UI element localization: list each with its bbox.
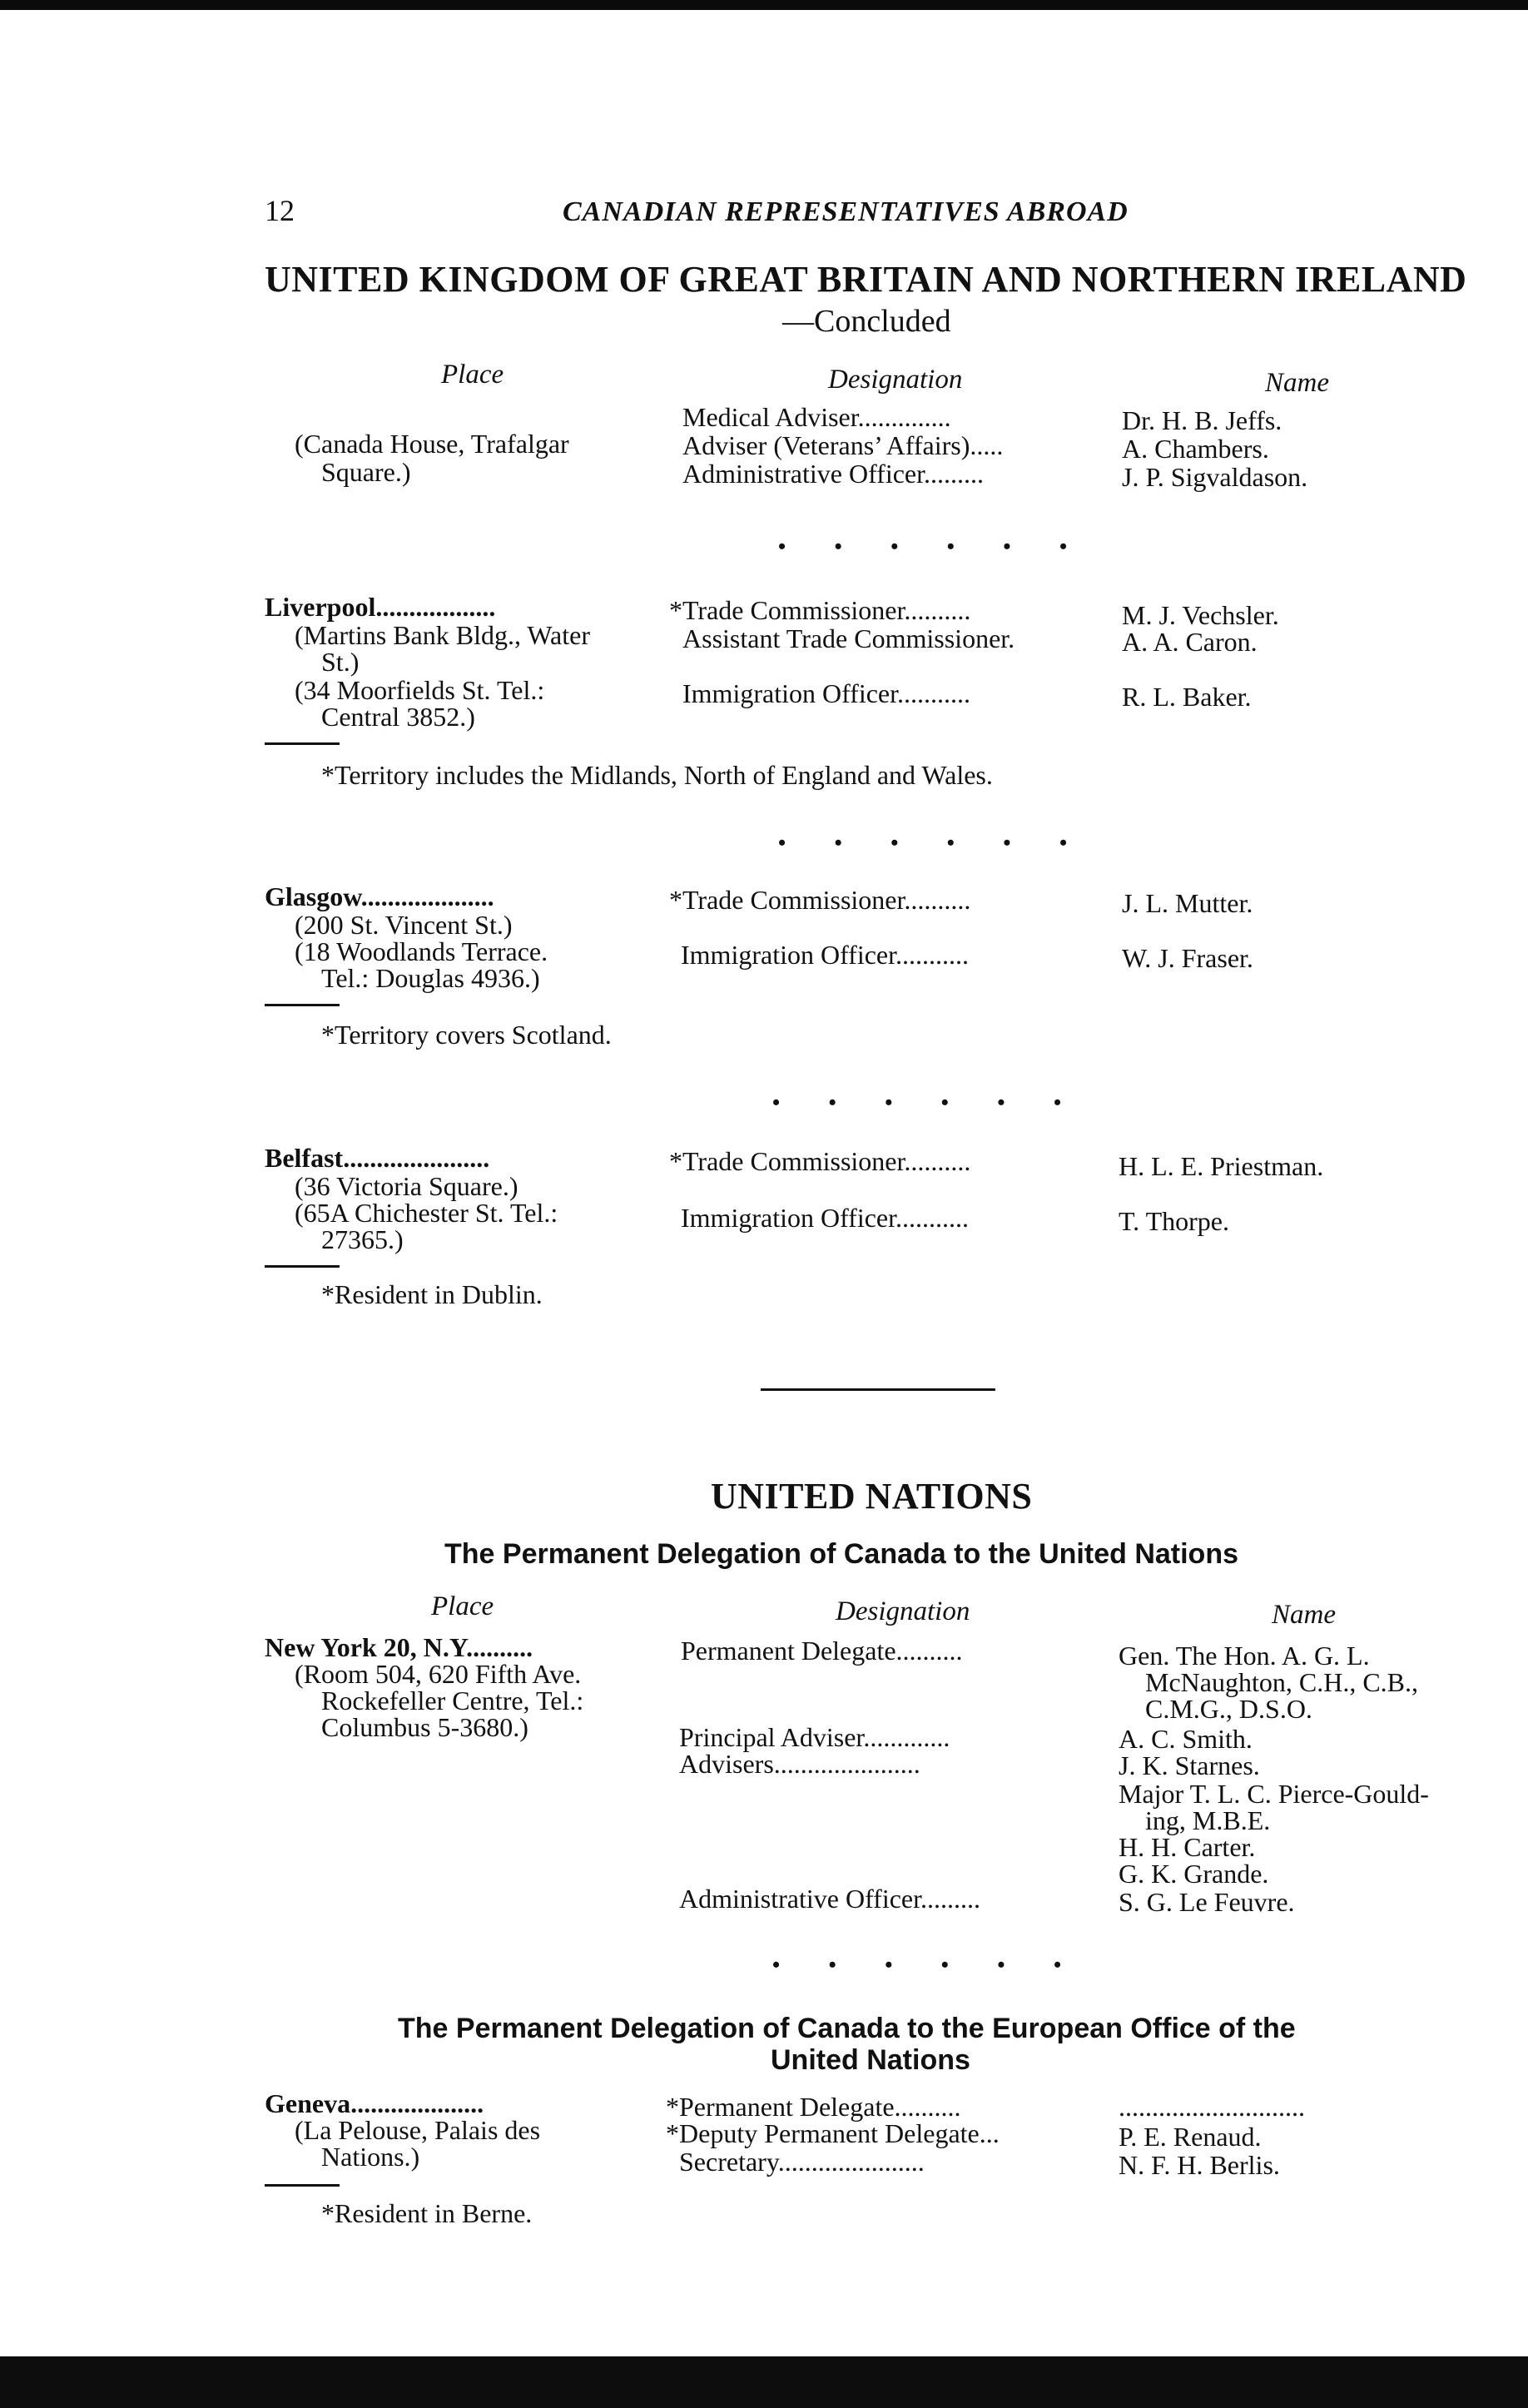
place: (34 Moorfields St. Tel.: — [295, 675, 545, 705]
place: Square.) — [321, 457, 411, 487]
name: N. F. H. Berlis. — [1119, 2150, 1280, 2180]
name: J. P. Sigvaldason. — [1122, 462, 1308, 492]
designation: *Deputy Permanent Delegate... — [666, 2118, 1000, 2148]
name: G. K. Grande. — [1119, 1859, 1269, 1889]
footnote-rule — [265, 742, 340, 745]
designation: Assistant Trade Commissioner. — [682, 623, 1015, 653]
footnote: *Resident in Berne. — [321, 2198, 533, 2228]
place: Nations.) — [321, 2142, 420, 2172]
name: M. J. Vechsler. — [1122, 600, 1279, 630]
place: 27365.) — [321, 1224, 404, 1254]
name: T. Thorpe. — [1119, 1206, 1229, 1236]
designation: *Trade Commissioner.......... — [669, 1146, 971, 1176]
city: Belfast...................... — [265, 1143, 490, 1173]
designation: *Permanent Delegate.......... — [666, 2092, 961, 2122]
name: ............................ — [1119, 2092, 1305, 2122]
footnote: *Territory covers Scotland. — [321, 1020, 612, 1050]
place: (Canada House, Trafalgar — [295, 429, 569, 459]
name: Dr. H. B. Jeffs. — [1122, 405, 1282, 435]
designation: *Trade Commissioner.......... — [669, 595, 971, 625]
place: Tel.: Douglas 4936.) — [321, 963, 540, 993]
name: W. J. Fraser. — [1122, 943, 1253, 973]
name: J. L. Mutter. — [1122, 888, 1253, 918]
scan-top-border — [0, 0, 1528, 10]
section-separator: • • • • • • — [772, 1953, 1084, 1977]
name: S. G. Le Feuvre. — [1119, 1887, 1295, 1917]
footnote-rule — [265, 1265, 340, 1268]
name: C.M.G., D.S.O. — [1145, 1694, 1312, 1724]
place: Central 3852.) — [321, 702, 475, 732]
city: Geneva.................... — [265, 2088, 484, 2118]
city: Glasgow.................... — [265, 881, 494, 911]
place: (La Pelouse, Palais des — [295, 2115, 541, 2145]
european-office-heading-cont: United Nations — [771, 2044, 970, 2076]
name: McNaughton, C.H., C.B., — [1145, 1667, 1418, 1697]
designation: Administrative Officer......... — [679, 1884, 980, 1914]
designation: Advisers...................... — [679, 1749, 920, 1779]
name: H. L. E. Priestman. — [1119, 1151, 1324, 1181]
designation: Principal Adviser............. — [679, 1722, 950, 1752]
name: H. H. Carter. — [1119, 1832, 1256, 1862]
column-heading-name: Name — [1265, 368, 1329, 398]
designation: Secretary...................... — [679, 2147, 925, 2177]
designation: Adviser (Veterans’ Affairs)..... — [682, 430, 1004, 460]
city: Liverpool.................. — [265, 592, 496, 622]
name: ing, M.B.E. — [1145, 1805, 1271, 1835]
name: Gen. The Hon. A. G. L. — [1119, 1641, 1370, 1671]
column-heading-name: Name — [1272, 1600, 1336, 1630]
european-office-heading: The Permanent Delegation of Canada to the European Office of the — [398, 2013, 1296, 2044]
name: P. E. Renaud. — [1119, 2122, 1262, 2152]
name: A. A. Caron. — [1122, 627, 1258, 657]
section-title-uk: UNITED KINGDOM OF GREAT BRITAIN AND NORTHERN IRELAND — [265, 259, 1467, 300]
column-heading-place: Place — [441, 360, 504, 390]
section-separator: • • • • • • — [778, 831, 1089, 855]
footnote-rule — [265, 2184, 340, 2187]
place: (Martins Bank Bldg., Water — [295, 620, 590, 650]
scan-bottom-border — [0, 2356, 1528, 2408]
column-heading-designation: Designation — [828, 365, 963, 395]
un-delegation-heading: The Permanent Delegation of Canada to the United Nations — [444, 1538, 1238, 1570]
place: Rockefeller Centre, Tel.: — [321, 1686, 584, 1715]
name: A. Chambers. — [1122, 434, 1269, 464]
footnote: *Resident in Dublin. — [321, 1279, 543, 1309]
designation: Immigration Officer........... — [682, 678, 970, 708]
place: (200 St. Vincent St.) — [295, 910, 513, 940]
place: (65A Chichester St. Tel.: — [295, 1198, 558, 1228]
place: Columbus 5-3680.) — [321, 1712, 528, 1742]
designation: Immigration Officer........... — [681, 940, 969, 970]
footnote-rule — [265, 1004, 340, 1006]
section-divider — [761, 1388, 995, 1391]
name: A. C. Smith. — [1119, 1724, 1253, 1754]
section-separator: • • • • • • — [772, 1090, 1084, 1115]
city: New York 20, N.Y.......... — [265, 1632, 533, 1662]
name: Major T. L. C. Pierce-Gould- — [1119, 1779, 1429, 1809]
page-number: 12 — [265, 194, 295, 227]
designation: Administrative Officer......... — [682, 459, 984, 489]
section-title-un: UNITED NATIONS — [711, 1476, 1033, 1517]
place: (18 Woodlands Terrace. — [295, 936, 548, 966]
running-title: CANADIAN REPRESENTATIVES ABROAD — [563, 196, 1129, 227]
name: J. K. Starnes. — [1119, 1750, 1260, 1780]
place: St.) — [321, 647, 360, 677]
designation: *Trade Commissioner.......... — [669, 885, 971, 915]
name: R. L. Baker. — [1122, 682, 1252, 712]
place: (36 Victoria Square.) — [295, 1171, 518, 1201]
place: (Room 504, 620 Fifth Ave. — [295, 1659, 582, 1689]
designation: Immigration Officer........... — [681, 1203, 969, 1233]
section-subtitle-uk: —Concluded — [782, 304, 951, 339]
designation: Permanent Delegate.......... — [681, 1636, 963, 1666]
column-heading-place: Place — [431, 1591, 494, 1621]
footnote: *Territory includes the Midlands, North of England and Wales. — [321, 760, 993, 790]
column-heading-designation: Designation — [836, 1596, 970, 1626]
section-separator: • • • • • • — [778, 534, 1089, 559]
designation: Medical Adviser.............. — [682, 402, 951, 432]
